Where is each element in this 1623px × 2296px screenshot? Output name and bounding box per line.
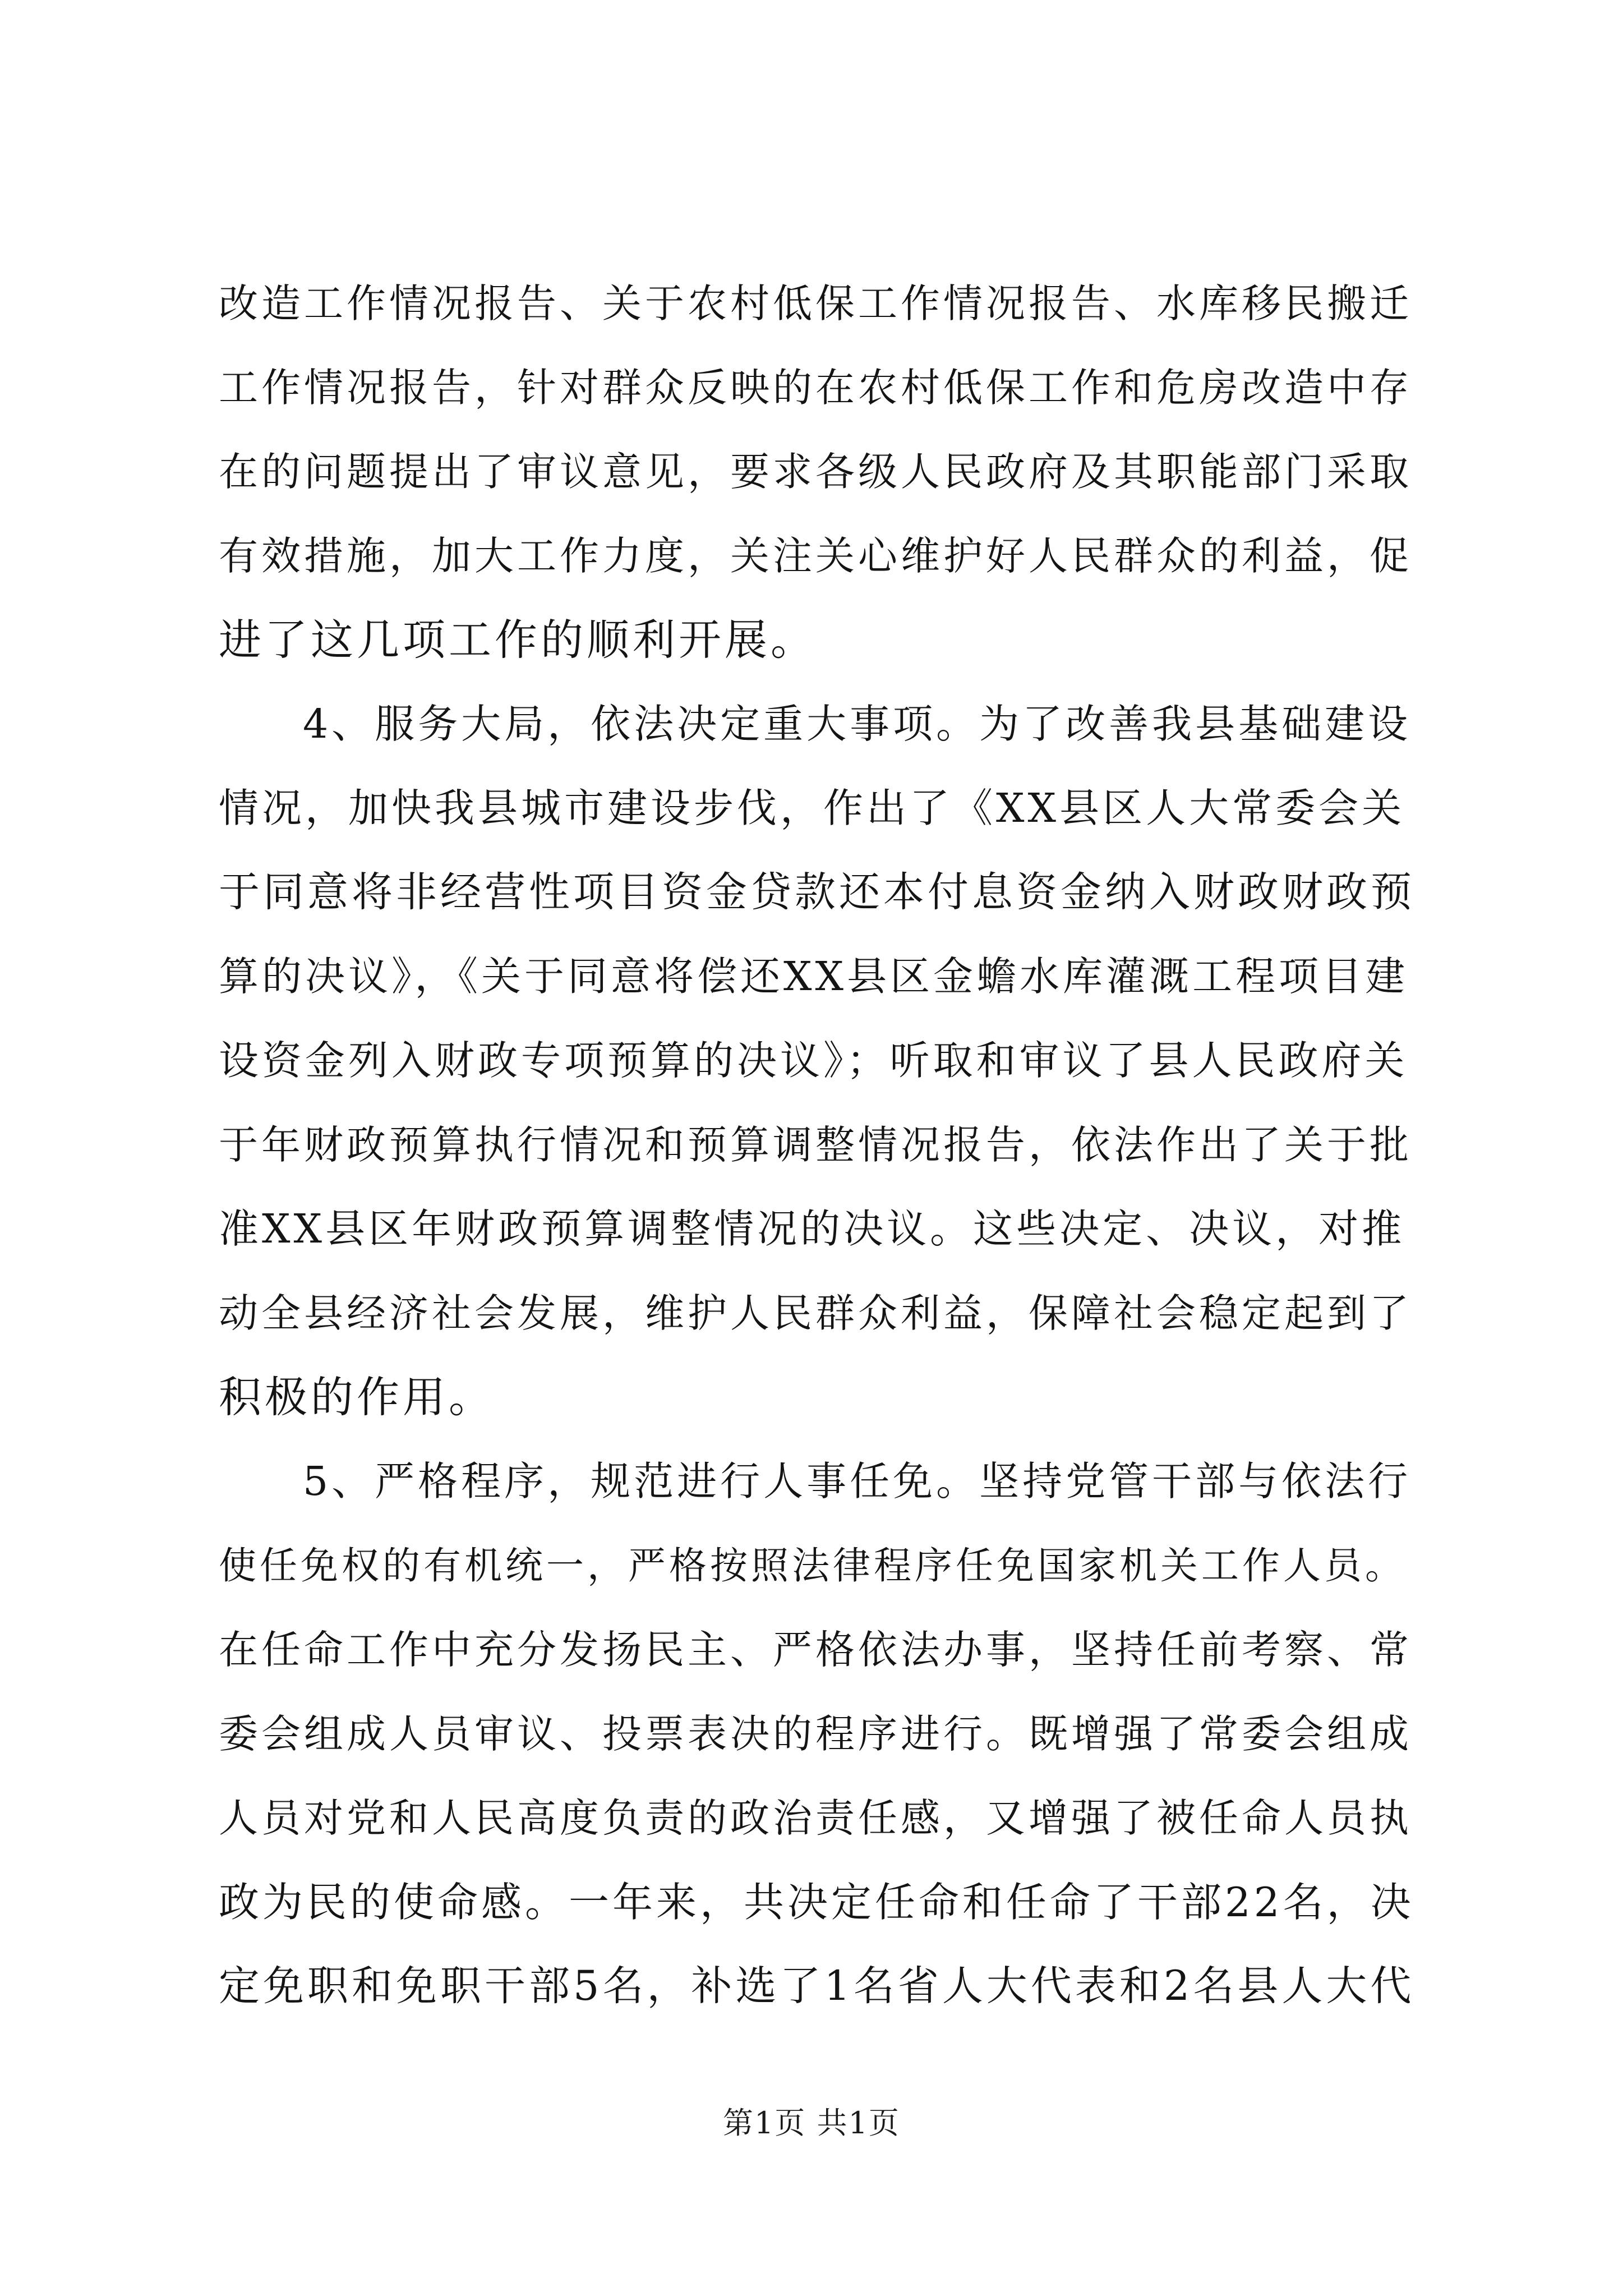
text-line: 人员对党和人民高度负责的政治责任感，又增强了被任命人员执 xyxy=(219,1795,1412,1841)
paragraph-start-line: 5、严格程序，规范进行人事任免。坚持党管干部与依法行 xyxy=(303,1458,1412,1504)
paragraph-start-line: 4、服务大局，依法决定重大事项。为了改善我县基础建设 xyxy=(303,701,1412,747)
text-line: 有效措施，加大工作力度，关注关心维护好人民群众的利益，促 xyxy=(219,533,1412,579)
text-line: 于同意将非经营性项目资金贷款还本付息资金纳入财政财政预 xyxy=(219,868,1415,916)
text-line: 政为民的使命感。一年来，共决定任命和任命了干部22名，决 xyxy=(219,1879,1414,1926)
text-line: 改造工作情况报告、关于农村低保工作情况报告、水库移民搬迁 xyxy=(219,280,1412,326)
text-line: 使任免权的有机统一，严格按照法律程序任免国家机关工作人员。 xyxy=(219,1544,1406,1588)
text-line: 于年财政预算执行情况和预算调整情况报告，依法作出了关于批 xyxy=(219,1122,1412,1168)
text-line: 定免职和免职干部5名，补选了1名省人大代表和2名县人大代 xyxy=(219,1962,1415,2010)
text-line: 动全县经济社会发展，维护人民群众利益，保障社会稳定起到了 xyxy=(219,1290,1412,1336)
text-line: 在任命工作中充分发扬民主、严格依法办事，坚持任前考察、常 xyxy=(219,1627,1412,1673)
text-line: 积极的作用。 xyxy=(219,1372,495,1422)
page-footer: 第1页 共1页 xyxy=(723,2105,900,2141)
text-line: 在的问题提出了审议意见，要求各级人民政府及其职能部门采取 xyxy=(219,449,1412,495)
text-line: 准XX县区年财政预算调整情况的决议。这些决定、决议，对推 xyxy=(219,1205,1405,1252)
text-line: 委会组成人员审议、投票表决的程序进行。既增强了常委会组成 xyxy=(219,1711,1412,1757)
text-line: 算的决议》，《关于同意将偿还XX县区金蟾水库灌溉工程项目建 xyxy=(219,953,1409,1000)
text-line: 进了这几项工作的顺利开展。 xyxy=(219,615,817,665)
text-line: 工作情况报告，针对群众反映的在农村低保工作和危房改造中存 xyxy=(219,365,1412,411)
text-line: 情况，加快我县城市建设步伐，作出了《XX县区人大常委会关 xyxy=(219,785,1405,831)
text-line: 设资金列入财政专项预算的决议》；听取和审议了县人民政府关 xyxy=(219,1037,1408,1084)
